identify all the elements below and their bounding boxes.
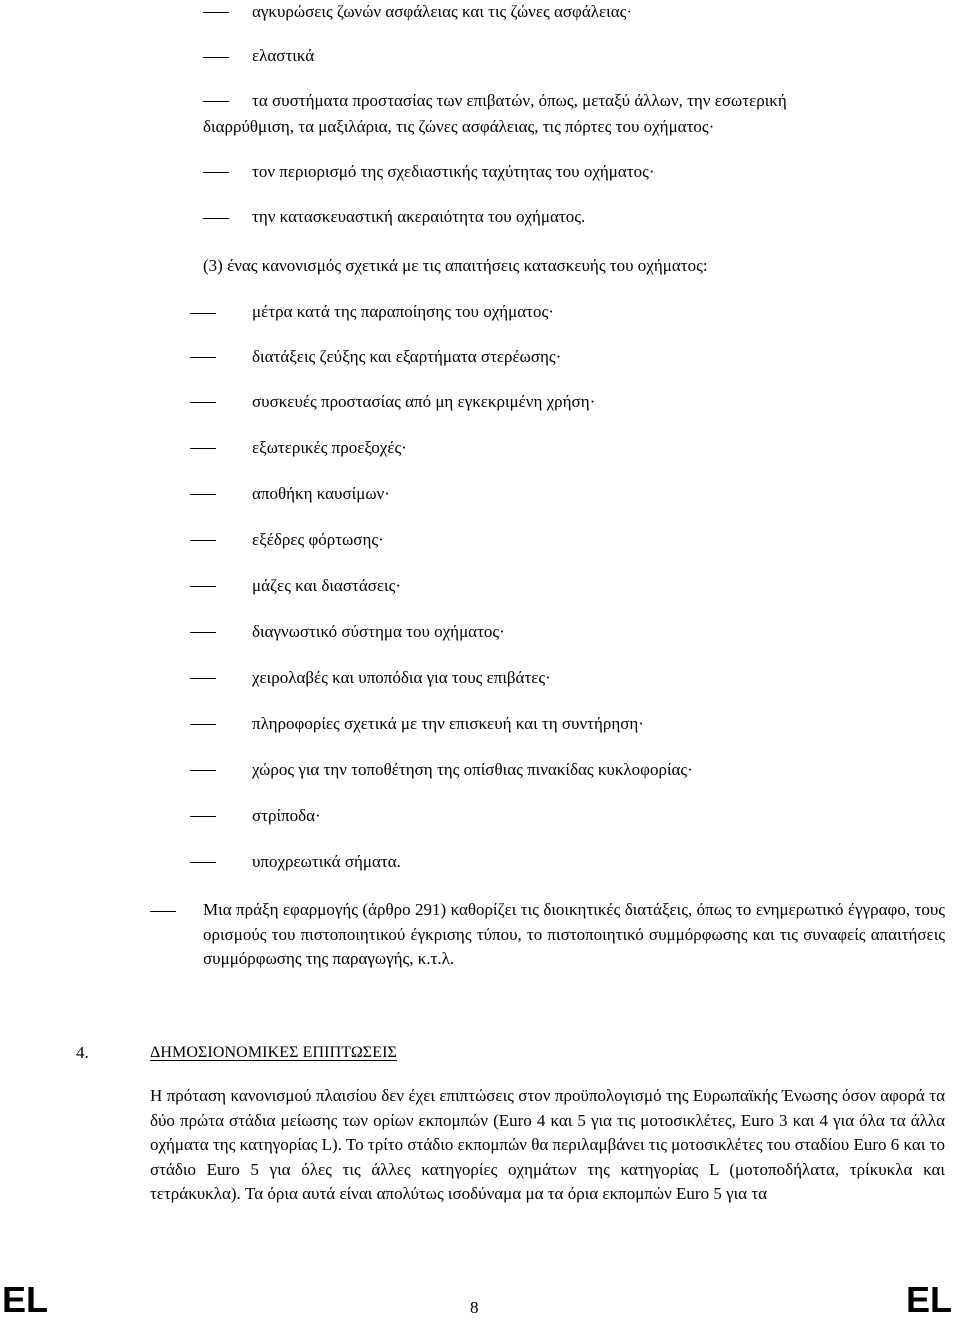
list-item-continuation: διαρρύθμιση, τα μαξιλάρια, τις ζώνες ασφάλειας, τις πόρτες του οχήματος· [203,117,715,136]
list-dash [190,816,216,817]
list-item: τα συστήματα προστασίας των επιβατών, όπως, μεταξύ άλλων, την εσωτερική [252,91,787,110]
list-item: εξωτερικές προεξοχές· [252,438,407,457]
list-dash [190,770,216,771]
section-4-title: ΔΗΜΟΣΙΟΝΟΜΙΚΕΣ ΕΠΙΠΤΩΣΕΙΣ [150,1044,397,1061]
list-dash [190,402,216,403]
list-item: μάζες και διαστάσεις· [252,576,401,595]
list-item: την κατασκευαστική ακεραιότητα του οχήματος. [252,207,586,226]
list-item: χώρος για την τοποθέτηση της οπίσθιας πινακίδας κυκλοφορίας· [252,760,693,779]
list-dash [203,12,229,13]
list-dash [190,678,216,679]
list-dash [203,57,229,58]
list-item: εξέδρες φόρτωσης· [252,530,384,549]
list-dash [203,101,229,102]
list-item: ελαστικά [252,46,315,65]
list-item: χειρολαβές και υποπόδια για τους επιβάτες· [252,668,551,687]
section-4-number: 4. [76,1043,89,1062]
list-dash [203,218,229,219]
section-4-body: Η πρόταση κανονισμού πλαισίου δεν έχει επιπτώσεις στον προϋπολογισμό της Ευρωπαϊκής Ένωσης όσον αφορά τα δύο πρώτα στάδια μείωσης των ορίων εκπομπών (Euro 4 και 5 για τις μοτοσικλέτες, Euro 3 και 4 για όλα τα άλλα οχήματα της κατηγορίας L). Το τρίτο στάδιο εκπομπών θα περιλαμβάνει τις μοτοσικλέτες του σταδίου Euro 6 και το στάδιο Euro 5 για όλες τις άλλες κατηγορίες οχημάτων της κατηγορίας L (μοτοποδήλατα, τρίκυκλα και τετράκυκλα). Τα όρια αυτά είναι απολύτως ισοδύναμα μα τα όρια εκπομπών Euro 5 για τα [150,1086,945,1203]
list-dash [190,632,216,633]
list-dash [190,357,216,358]
list-item: διαγνωστικό σύστημα του οχήματος· [252,622,505,641]
list-item: τον περιορισμό της σχεδιαστικής ταχύτητας του οχήματος· [252,162,655,181]
list-dash [203,172,229,173]
implementing-act-paragraph: Μια πράξη εφαρμογής (άρθρο 291) καθορίζει τις διοικητικές διατάξεις, όπως το ενημερωτικό έγγραφο, τους ορισμούς του πιστοποιητικού έγκρισης τύπου, το πιστοποιητικό συμμόρφωσης και τις συναφείς απαιτήσεις συμμόρφωσης της παραγωγής, κ.τ.λ. [203,900,945,968]
footer-language-right: EL [906,1279,953,1320]
list-item: στρίποδα· [252,806,321,825]
section-3-intro: (3) ένας κανονισμός σχετικά με τις απαιτήσεις κατασκευής του οχήματος: [203,256,708,275]
list-dash [190,313,216,314]
list-dash [190,586,216,587]
list-item: μέτρα κατά της παραποίησης του οχήματος· [252,302,554,321]
list-dash [190,448,216,449]
list-dash [150,911,176,912]
list-dash [190,862,216,863]
list-item: πληροφορίες σχετικά με την επισκευή και τη συντήρηση· [252,714,644,733]
list-item: αγκυρώσεις ζωνών ασφάλειας και τις ζώνες ασφάλειας· [252,2,632,21]
page-number: 8 [470,1298,479,1317]
footer-language-left: EL [2,1279,49,1320]
list-dash [190,540,216,541]
list-dash [190,724,216,725]
list-item: συσκευές προστασίας από μη εγκεκριμένη χρήση· [252,392,596,411]
list-dash [190,494,216,495]
list-item: υποχρεωτικά σήματα. [252,852,401,871]
list-item: αποθήκη καυσίμων· [252,484,390,503]
list-item: διατάξεις ζεύξης και εξαρτήματα στερέωσης· [252,347,562,366]
